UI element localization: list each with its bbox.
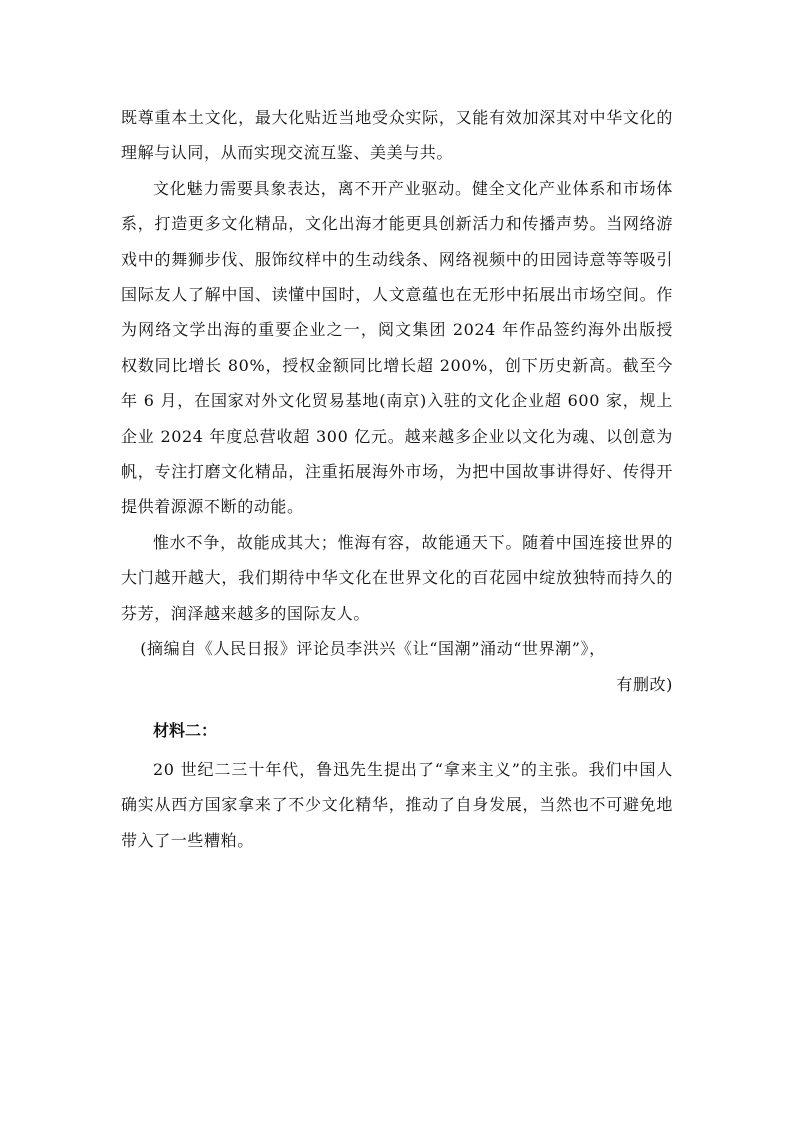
paragraph-conclusion: 惟水不争，故能成其大；惟海有容，故能通天下。随着中国连接世界的大门越开越大，我们期待中华文化在世界文化的百花园中绽放独特而持久的芬芳，润泽越来越多的国际友人。 [121, 532, 673, 623]
source-citation-end: 有删改) [616, 674, 673, 694]
section-heading-material-two: 材料二： [153, 720, 218, 740]
paragraph-lu-xun: 20 世纪二三十年代，鲁迅先生提出了“拿来主义”的主张。我们中国人确实从西方国家拿来了不少文化精华，推动了自身发展，当然也不可避免地带入了一些糟粕。 [121, 759, 673, 850]
paragraph-cultural-industry: 文化魅力需要具象表达，离不开产业驱动。健全文化产业体系和市场体系，打造更多文化精品，文化出海才能更具创新活力和传播声势。当网络游戏中的舞狮步伐、服饰纹样中的生动线条、网络视频中的田园诗意等等吸引国际友人了解中国、读懂中国时，人文意蕴也在无形中拓展出市场空间。作为网络文学出海的重要企业之一，阅文集团 2024 年作品签约海外出版授权数同比增长 80%，授权金额同比增长超 200%，创下历史新高。截至今年 6 月，在国家对外文化贸易基地(南京)入驻的文化企业超 600 家，规上企业 2024 年度总营收超 300 亿元。越来越多企业以文化为魂、以创意为帆，专注打磨文化精品，注重拓展海外市场，为把中国故事讲得好、传得开提供着源源不断的动能。 [121, 178, 673, 517]
paragraph-continued: 既尊重本土文化，最大化贴近当地受众实际，又能有效加深其对中华文化的理解与认同，从而实现交流互鉴、美美与共。 [121, 108, 673, 163]
source-citation: (摘编自《人民日报》评论员李洪兴《让“国潮”涌动“世界潮”》， [140, 639, 606, 659]
document-body [121, 100, 673, 858]
